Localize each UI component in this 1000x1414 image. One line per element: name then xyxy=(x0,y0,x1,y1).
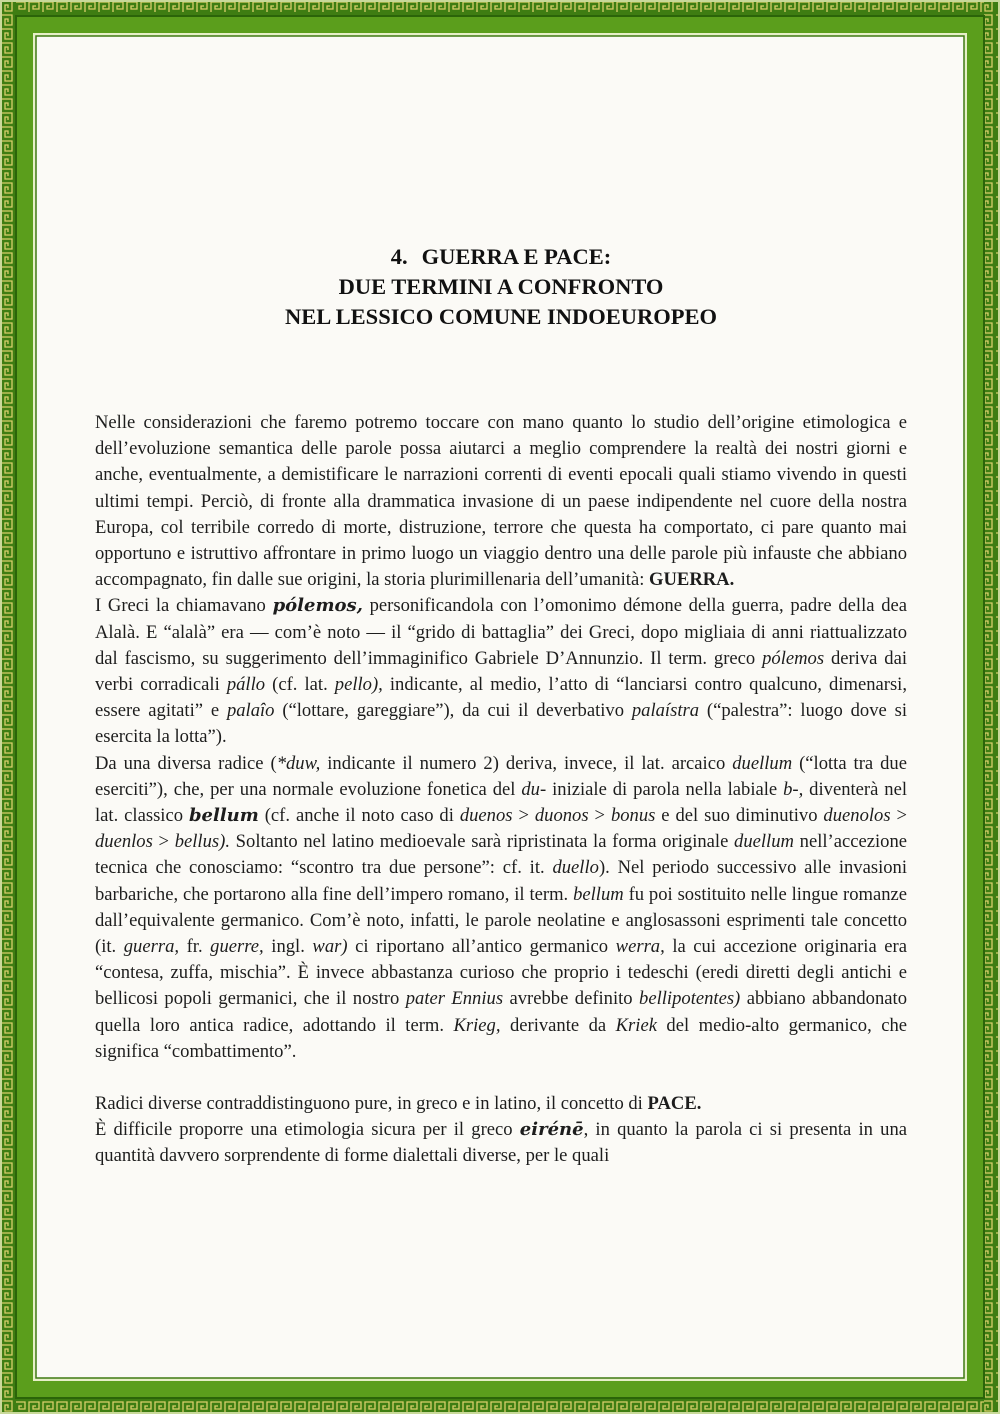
paragraph-pace: Radici diverse contraddistinguono pure, in greco e in latino, il concetto di PACE. xyxy=(95,1093,702,1115)
title-line-1: 4. GUERRA E PACE: xyxy=(390,244,612,269)
paragraph-polemos: I Greci la chiamavano pólemos, personificandola con l’omonimo démone della guerra, padre della dea Alalà. E “alalà” era — com’è noto — il “grido di battaglia” dei Greci, dopo migliaia di anni riattualizzato dal fascismo, su suggerimento dell’immaginifico Gabriele D’Annunzio. Il term. greco pólemos deriva dai verbi corradicali pállo (cf. lat. pello), indicante, al medio, l’atto di “lanciarsi contro qualcuno, dimenarsi, essere agitati” e palaîo (“lottare, gareggiare”), da cui il deverbativo palaístra (“palestra”: luogo dove si esercita la lotta”). xyxy=(95,595,907,748)
keyword-bellum: bellum xyxy=(188,805,259,827)
article-body xyxy=(95,410,907,1170)
paragraph-bellum: Da una diversa radice (*duw, indicante il numero 2) deriva, invece, il lat. arcaico duellum (“lotta tra due eserciti”), che, per una normale evoluzione fonetica del du- iniziale di parola nella labiale b-, diventerà nel lat. classico bellum (cf. anche il noto caso di duenos > duonos > bonus e del suo diminutivo duenolos > duenlos > bellus). Soltanto nel latino medioevale sarà ripristinata la forma originale duellum nell’accezione tecnica che conosciamo: “scontro tra due persone”: cf. it. duello). Nel periodo successivo alle invasioni barbariche, che portarono alla fine dell’impero romano, il term. bellum fu poi sostituito nelle lingue romanze dall’equivalente germanico. Com’è noto, infatti, le parole neolatine e anglosassoni esprimenti tale concetto (it. guerra, fr. guerre, ingl. war) ci riportano all’antico germanico werra, la cui accezione originaria era “contesa, zuffa, mischia”. È invece abbastanza curioso che proprio i tedeschi (eredi diretti degli antichi e bellicosi popoli germanici, che il nostro pater Ennius avrebbe definito bellipotentes) abbiano abbandonato quella loro antica radice, adottando il term. Krieg, derivante da Kriek del medio-alto germanico, che significa “combattimento”. xyxy=(95,752,908,1062)
keyword-eirene: eirénē xyxy=(519,1119,584,1141)
paragraph-introduction: Nelle considerazioni che faremo potremo toccare con mano quanto lo studio dell’origine etimologica e dell’evoluzione semantica delle parole possa aiutarci a meglio comprendere la realtà dei nostri giorni e anche, eventualmente, a demistificare le narrazioni correnti di eventi epocali quali stiamo vivendo in questi ultimi tempi. Perciò, di fronte alla drammatica invasione di un paese indipendente nel cuore della nostra Europa, col terribile corredo di morte, distruzione, terrore che questa ha comportato, ci pare quanto mai opportuno e istruttivo affrontare in primo luogo un viaggio dentro una delle parole più infauste che abbiano accompagnato, fin dalle sue origini, la storia plurimillenaria dell’umanità: GUERRA. xyxy=(95,412,907,591)
page-content xyxy=(95,190,907,1170)
keyword-pace: PACE. xyxy=(647,1093,702,1115)
keyword-polemos: pólemos, xyxy=(272,595,363,617)
chapter-title xyxy=(95,242,907,332)
chapter-number: 4. xyxy=(390,244,408,269)
keyword-guerra: GUERRA. xyxy=(649,569,735,591)
title-line-3: NEL LESSICO COMUNE INDOEUROPEO xyxy=(285,304,717,329)
paragraph-eirene: È difficile proporre una etimologia sicura per il greco eirénē, in quanto la parola ci si presenta in una quantità davvero sorprendente di forme dialettali diverse, per le quali xyxy=(95,1119,907,1167)
title-line-2: DUE TERMINI A CONFRONTO xyxy=(338,274,664,299)
